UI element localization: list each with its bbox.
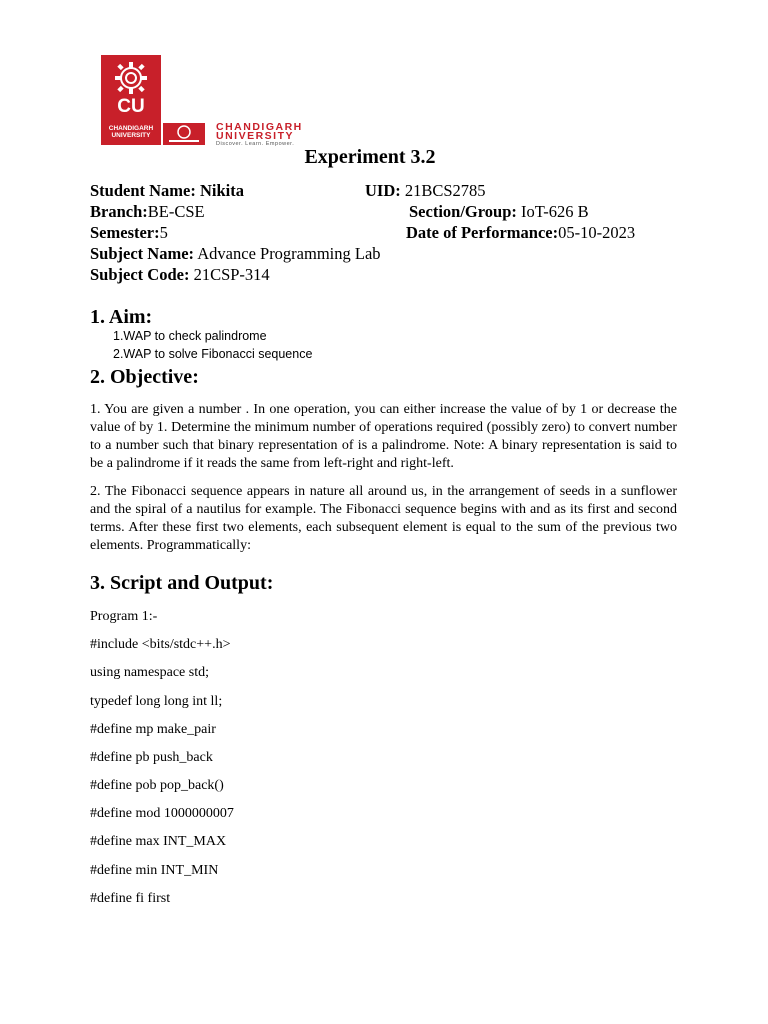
code-line: #define fi first bbox=[90, 891, 171, 906]
uid: UID: 21BCS2785 bbox=[365, 181, 486, 200]
wordmark-line1: CHANDIGARH bbox=[216, 121, 303, 133]
subject-code: Subject Code: 21CSP-314 bbox=[90, 265, 270, 284]
aim-item: 2.WAP to solve Fibonacci sequence bbox=[113, 347, 313, 361]
code-line: #include <bits/stdc++.h> bbox=[90, 637, 231, 652]
script-heading: 3. Script and Output: bbox=[90, 572, 274, 594]
university-wordmark bbox=[216, 123, 303, 141]
code-line: #define pob pop_back() bbox=[90, 778, 224, 793]
code-line: typedef long long int ll; bbox=[90, 694, 223, 709]
code-line: Program 1:- bbox=[90, 609, 158, 624]
code-line: using namespace std; bbox=[90, 665, 209, 680]
aim-heading: 1. Aim: bbox=[90, 306, 153, 328]
emblem-cu-text: CU bbox=[117, 96, 145, 117]
code-line: #define mp make_pair bbox=[90, 722, 216, 737]
code-line: #define min INT_MIN bbox=[90, 863, 219, 878]
code-line: #define mod 1000000007 bbox=[90, 806, 234, 821]
subject-name: Subject Name: Advance Programming Lab bbox=[90, 244, 381, 263]
code-line: #define max INT_MAX bbox=[90, 834, 227, 849]
objective-paragraph-1: 1. You are given a number . In one operation, you can either increase the value of by 1 or decrease the value of by 1. Determine the minimum number of operations required (possibly zero) to convert number to a number such that binary representation of is a palindrome. Note: A binary representation is said to be a palindrome if it reads the same from left-right and right-left. bbox=[90, 402, 677, 471]
code-line: #define pb push_back bbox=[90, 750, 213, 765]
aim-item: 1.WAP to check palindrome bbox=[113, 329, 267, 343]
objective-paragraph-2: 2. The Fibonacci sequence appears in nature all around us, in the arrangement of seeds in a sunflower and the spiral of a nautilus for example. The Fibonacci sequence begins with and as its first and second terms. After these first two elements, each subsequent element is equal to the sum of the previous two elements. Programmatically: bbox=[90, 484, 677, 553]
gear-emblem-icon bbox=[110, 59, 152, 97]
wordmark-line2: UNIVERSITY bbox=[216, 130, 295, 142]
student-name: Student Name: Nikita bbox=[90, 181, 245, 200]
date-of-performance: Date of Performance:05-10-2023 bbox=[406, 223, 636, 242]
experiment-title: Experiment 3.2 bbox=[304, 146, 436, 168]
university-tagline: Discover. Learn. Empower. bbox=[216, 141, 295, 147]
branch: Branch:BE-CSE bbox=[90, 202, 205, 221]
emblem-caption: CHANDIGARH UNIVERSITY bbox=[108, 125, 154, 139]
section-group: Section/Group: IoT-626 B bbox=[409, 202, 589, 221]
semester: Semester:5 bbox=[90, 223, 168, 242]
small-emblem-icon bbox=[163, 123, 205, 145]
university-emblem bbox=[101, 55, 161, 145]
objective-heading: 2. Objective: bbox=[90, 366, 199, 388]
